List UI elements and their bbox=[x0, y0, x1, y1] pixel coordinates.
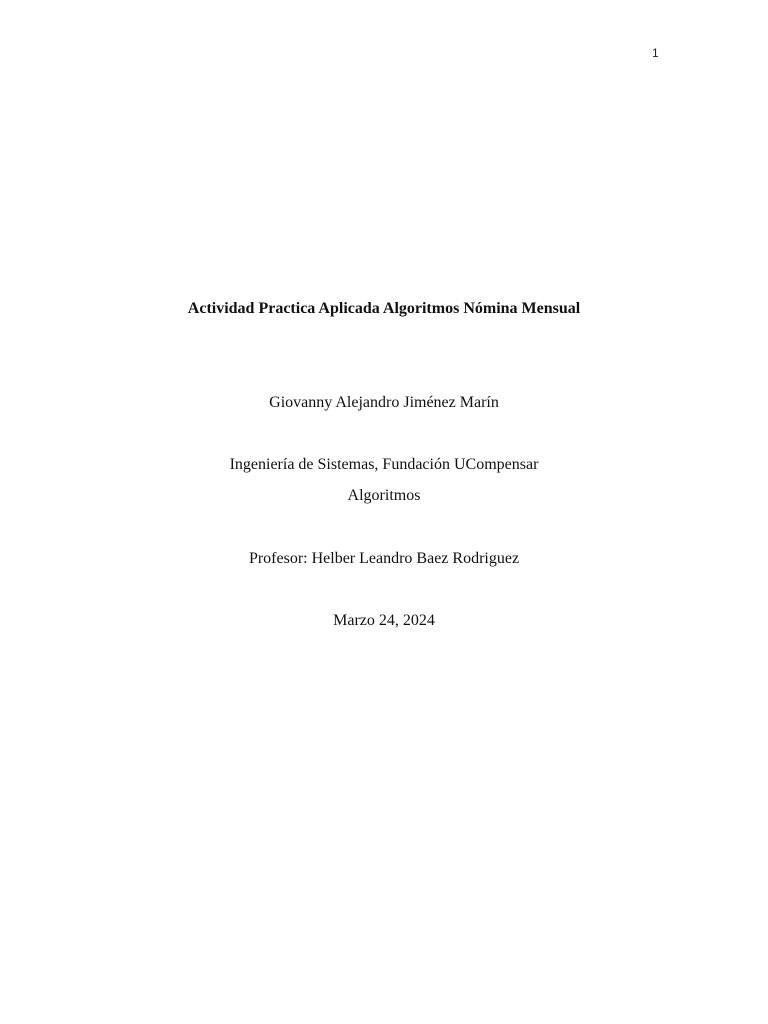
document-title: Actividad Practica Aplicada Algoritmos Nómina Mensual bbox=[187, 300, 581, 317]
document-date: Marzo 24, 2024 bbox=[333, 612, 435, 629]
page-number: 1 bbox=[652, 46, 659, 60]
professor-name: Profesor: Helber Leandro Baez Rodriguez bbox=[248, 550, 520, 567]
course-name: Algoritmos bbox=[347, 487, 421, 504]
author-name: Giovanny Alejandro Jiménez Marín bbox=[269, 394, 499, 411]
institution-affiliation: Ingeniería de Sistemas, Fundación UCompensar bbox=[229, 456, 539, 473]
